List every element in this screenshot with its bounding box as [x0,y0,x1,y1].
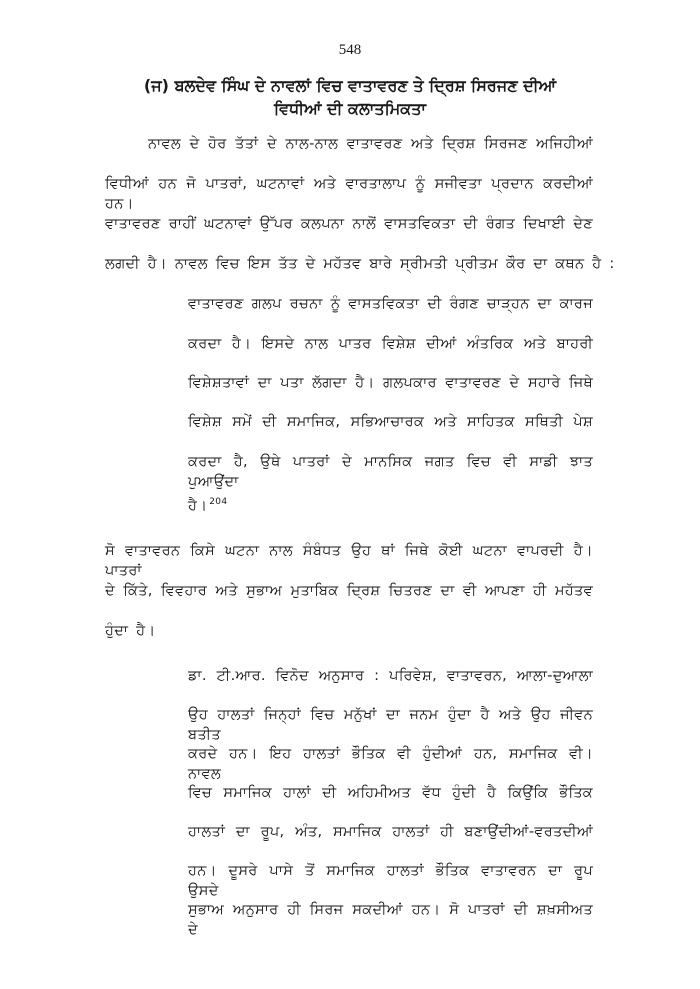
paragraph-1-line: ਲਗਦੀ ਹੈ। ਨਾਵਲ ਵਿਚ ਇਸ ਤੱਤ ਦੇ ਮਹੱਤਵ ਬਾਰੇ ਸ੍ਰੀਮਤੀ ਪ੍ਰੀਤਮ ਕੌਰ ਦਾ ਕਥਨ ਹੈ : [105,256,615,272]
quote-2-line: ਡਾ. ਟੀ.ਆਰ. ਵਿਨੋਦ ਅਨੁਸਾਰ : ਪਰਿਵੇਸ਼, ਵਾਤਾਵਰਨ, ਆਲਾ-ਦੁਆਲਾ [188,668,593,684]
quote-1-line: ਵਿਸ਼ੇਸ਼ਤਾਵਾਂ ਦਾ ਪਤਾ ਲੱਗਦਾ ਹੈ। ਗਲਪਕਾਰ ਵਾਤਾਵਰਣ ਦੇ ਸਹਾਰੇ ਜਿਥੇ [188,375,593,391]
quote-2-line: ਹਾਲਤਾਂ ਦਾ ਰੂਪ, ਅੰਤ, ਸਮਾਜਿਕ ਹਾਲਤਾਂ ਹੀ ਬਣਾਉਂਦੀਆਂ-ਵਰਤਦੀਆਂ [188,824,593,840]
paragraph-2-line: ਹੁੰਦਾ ਹੈ। [105,623,156,639]
paragraph-1-line: ਵਾਤਾਵਰਣ ਰਾਹੀਂ ਘਟਨਾਵਾਂ ਉੱਪਰ ਕਲਪਨਾ ਨਾਲੋਂ ਵਾਸਤਵਿਕਤਾ ਦੀ ਰੰਗਤ ਦਿਖਾਈ ਦੇਣ [105,216,593,232]
quote-1-line: ਕਰਦਾ ਹੈ। ਇਸਦੇ ਨਾਲ ਪਾਤਰ ਵਿਸ਼ੇਸ਼ ਦੀਆਂ ਅੰਤਰਿਕ ਅਤੇ ਬਾਹਰੀ [188,336,593,352]
footnote-ref: 204 [209,497,228,507]
quote-1-line: ਕਰਦਾ ਹੈ, ਉਥੇ ਪਾਤਰਾਂ ਦੇ ਮਾਨਸਿਕ ਜਗਤ ਵਿਚ ਵੀ ਸਾਡੀ ਝਾਤ ਪੁਆਉਂਦਾ [188,454,593,490]
quote-1-line: ਹੈ। [188,497,208,514]
paragraph-2-line: ਦੇ ਕਿੱਤੇ, ਵਿਵਹਾਰ ਅਤੇ ਸੁਭਾਅ ਮੁਤਾਬਿਕ ਦ੍ਰਿਸ਼ ਚਿਤਰਣ ਦਾ ਵੀ ਆਪਣਾ ਹੀ ਮਹੱਤਵ [105,583,593,599]
paragraph-2-line: ਸੋ ਵਾਤਾਵਰਨ ਕਿਸੇ ਘਟਨਾ ਨਾਲ ਸੰਬੰਧਤ ਉਹ ਥਾਂ ਜਿਥੇ ਕੋਈ ਘਟਨਾ ਵਾਪਰਦੀ ਹੈ। ਪਾਤਰਾਂ [105,543,593,579]
quote-1-line: ਵਿਸ਼ੇਸ਼ ਸਮੇਂ ਦੀ ਸਮਾਜਿਕ, ਸਭਿਆਚਾਰਕ ਅਤੇ ਸਾਹਿਤਕ ਸਥਿਤੀ ਪੇਸ਼ [188,414,593,430]
quote-1-line: ਵਾਤਾਵਰਣ ਗਲਪ ਰਚਨਾ ਨੂੰ ਵਾਸਤਵਿਕਤਾ ਦੀ ਰੰਗਣ ਚਾੜ੍ਹਨ ਦਾ ਕਾਰਜ [188,296,593,312]
quote-1-last-line [188,492,227,516]
quote-2-line: ਵਿਚ ਸਮਾਜਿਕ ਹਾਲਾਂ ਦੀ ਅਹਿਮੀਅਤ ਵੱਧ ਹੁੰਦੀ ਹੈ ਕਿਉਂਕਿ ਭੌਤਿਕ [188,785,593,801]
page-number: 548 [338,42,362,58]
paragraph-1-line: ਨਾਵਲ ਦੇ ਹੋਰ ਤੱਤਾਂ ਦੇ ਨਾਲ-ਨਾਲ ਵਾਤਾਵਰਣ ਅਤੇ ਦ੍ਰਿਸ਼ ਸਿਰਜਣ ਅਜਿਹੀਆਂ [148,136,593,152]
heading-line-2: ਵਿਧੀਆਂ ਦੀ ਕਲਾਤਮਿਕਤਾ [273,99,427,118]
quote-2-line: ਕਰਦੇ ਹਨ। ਇਹ ਹਾਲਤਾਂ ਭੌਤਿਕ ਵੀ ਹੁੰਦੀਆਂ ਹਨ, ਸਮਾਜਿਕ ਵੀ। ਨਾਵਲ [188,746,593,782]
quote-2-line: ਉਹ ਹਾਲਤਾਂ ਜਿਨ੍ਹਾਂ ਵਿਚ ਮਨੁੱਖਾਂ ਦਾ ਜਨਮ ਹੁੰਦਾ ਹੈ ਅਤੇ ਉਹ ਜੀਵਨ ਬਤੀਤ [188,707,593,743]
paragraph-1-line: ਵਿਧੀਆਂ ਹਨ ਜੋ ਪਾਤਰਾਂ, ਘਟਨਾਵਾਂ ਅਤੇ ਵਾਰਤਾਲਾਪ ਨੂੰ ਸਜੀਵਤਾ ਪ੍ਰਦਾਨ ਕਰਦੀਆਂ ਹਨ। [105,176,593,212]
section-heading [105,74,595,120]
heading-line-1: (ਜ) ਬਲਦੇਵ ਸਿੰਘ ਦੇ ਨਾਵਲਾਂ ਵਿਚ ਵਾਤਾਵਰਣ ਤੇ ਦ੍ਰਿਸ਼ ਸਿਰਜਣ ਦੀਆਂ [143,76,557,95]
quote-2-line: ਸੁਭਾਅ ਅਨੁਸਾਰ ਹੀ ਸਿਰਜ ਸਕਦੀਆਂ ਹਨ। ਸੋ ਪਾਤਰਾਂ ਦੀ ਸ਼ਖ਼ਸੀਅਤ ਦੇ [188,902,593,938]
quote-2-line: ਹਨ। ਦੂਸਰੇ ਪਾਸੇ ਤੋਂ ਸਮਾਜਿਕ ਹਾਲਤਾਂ ਭੌਤਿਕ ਵਾਤਾਵਰਨ ਦਾ ਰੂਪ ਉਸਦੇ [188,863,593,899]
